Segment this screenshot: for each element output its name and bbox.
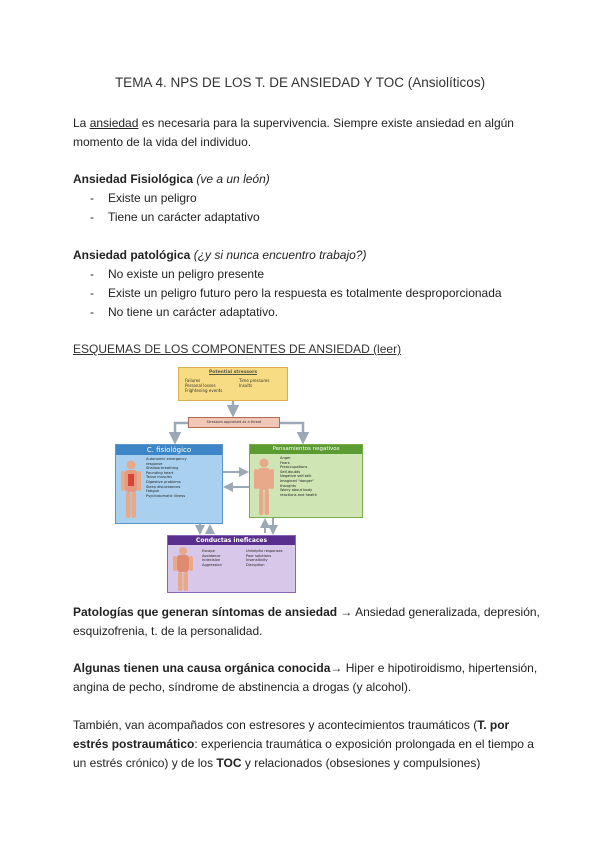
tambien-bold-2: TOC — [216, 756, 242, 770]
tambien-paragraph — [73, 716, 541, 773]
list-item: reactions and health — [280, 492, 317, 497]
list-item: Frightening events — [185, 388, 223, 393]
ineffective-behaviors-right-list — [246, 549, 283, 567]
list-item: Avoidance — [202, 553, 221, 558]
patologias-rest: Ansiedad generalizada, depresión, esquizofrenia, t. de la personalidad. — [73, 605, 540, 638]
fisiologica-note: (ve a un león) — [196, 172, 270, 186]
list-item: Self-doubts — [280, 469, 301, 474]
intro-pre: La — [73, 116, 90, 130]
list-item: Personal losses — [185, 383, 216, 388]
list-item: Poor solutions — [246, 553, 272, 558]
stressors-left-list — [185, 378, 222, 393]
negative-thoughts-title: Pensamientos negativos — [250, 445, 362, 454]
list-item: Autonomic emergency — [146, 457, 187, 461]
tambien-text-1: También, van acompañados con estresores y acontecimientos traumáticos ( — [73, 718, 478, 732]
fisiologica-list — [73, 189, 533, 227]
list-item: Imagined "danger" — [280, 478, 314, 483]
fisiologica-heading-line — [73, 170, 533, 189]
patologica-note: (¿y si nunca encuentro trabajo?) — [193, 248, 367, 262]
tambien-text-3: y relacionados (obsesiones y compulsiones) — [241, 756, 481, 770]
organica-paragraph — [73, 659, 543, 697]
stressors-title: Potential stressors — [208, 370, 258, 375]
patologias-arrow: → — [337, 605, 356, 619]
appraisal-box: Stressors appraised as a threat — [188, 417, 280, 428]
patologica-section — [73, 246, 543, 322]
anxiety-components-diagram — [115, 367, 365, 595]
ineffective-behaviors-title: Conductas ineficaces — [168, 536, 295, 545]
patologias-paragraph — [73, 603, 543, 641]
list-item: Psychosomatic illness — [146, 493, 186, 498]
patologica-list — [73, 265, 543, 322]
organica-arrow: → — [330, 661, 346, 675]
list-item: Insensitivity — [246, 558, 268, 563]
list-item: - Existe un peligro — [73, 189, 533, 208]
page-title: TEMA 4. NPS DE LOS T. DE ANSIEDAD Y TOC (Ansiolíticos) — [114, 75, 486, 90]
list-item: - Existe un peligro futuro pero la respuesta es totalmente desproporcionada — [73, 284, 543, 303]
list-item: - Tiene un carácter adaptativo — [73, 208, 533, 227]
ineffective-behaviors-box — [167, 535, 296, 593]
physiological-box — [115, 444, 223, 524]
list-item: Sleep disturbances — [146, 484, 181, 489]
patologica-heading-line — [73, 246, 543, 265]
list-item: Unhelpful responses — [246, 549, 283, 553]
organica-rest: Hiper e hipotiroidismo, hipertensión, angina de pecho, síndrome de abstinencia a drogas (y alcohol). — [73, 661, 538, 694]
intro-post: es necesaria para la supervivencia. Siempre existe ansiedad en algún momento de la vida del individuo. — [73, 116, 514, 149]
list-item: Preoccupations — [280, 465, 308, 470]
physiological-title: C. fisiológico — [116, 445, 222, 455]
list-item: Escape — [202, 549, 215, 553]
list-item: Worry about body — [280, 488, 313, 493]
ineffective-behaviors-left-list — [202, 549, 222, 567]
fisiologica-section — [73, 170, 533, 227]
list-item: Fatigue — [146, 489, 160, 494]
body-figure-icon — [172, 546, 194, 592]
stressors-box — [178, 367, 288, 401]
negative-thoughts-box — [249, 444, 363, 518]
list-item: - No existe un peligro presente — [73, 265, 543, 284]
list-item: Pounding heart — [146, 470, 174, 475]
list-item: Failures — [185, 378, 201, 383]
list-item: response — [146, 461, 163, 466]
body-figure-icon — [253, 457, 275, 517]
physiological-list — [146, 457, 187, 498]
negative-thoughts-list — [280, 456, 317, 497]
list-item: Tense muscles — [146, 475, 173, 480]
list-item: - No tiene un carácter adaptativo. — [73, 303, 543, 322]
list-item: Digestive problems — [146, 479, 181, 484]
patologias-bold: Patologías que generan síntomas de ansiedad — [73, 605, 338, 619]
fisiologica-heading: Ansiedad Fisiológica — [73, 172, 194, 186]
list-item: Negative self-talk — [280, 474, 312, 479]
list-item: Aggression — [202, 562, 222, 567]
list-item: Shallow breathing — [146, 466, 179, 471]
list-item: Time pressures — [239, 378, 270, 383]
list-item: Indecision — [202, 558, 221, 563]
tambien-bold-1: T. por estrés postraumático — [73, 718, 510, 751]
body-figure-icon — [120, 459, 142, 521]
list-item: Anger — [280, 456, 291, 460]
patologica-heading: Ansiedad patológica — [73, 248, 191, 262]
list-item: Fears — [280, 460, 290, 465]
intro-paragraph — [73, 114, 533, 152]
list-item: Disruption — [246, 562, 265, 567]
intro-term: ansiedad — [89, 116, 139, 130]
organica-bold: Algunas tienen una causa orgánica conocida — [73, 661, 331, 675]
list-item: thoughts — [280, 483, 297, 488]
stressors-right-list — [239, 378, 269, 388]
tambien-text-2: : experiencia traumática o exposición prolongada en el tiempo a un estrés crónico) y de los — [73, 737, 534, 770]
esquemas-heading: ESQUEMAS DE LOS COMPONENTES DE ANSIEDAD (leer) — [73, 342, 402, 356]
list-item: Insults — [239, 383, 253, 388]
